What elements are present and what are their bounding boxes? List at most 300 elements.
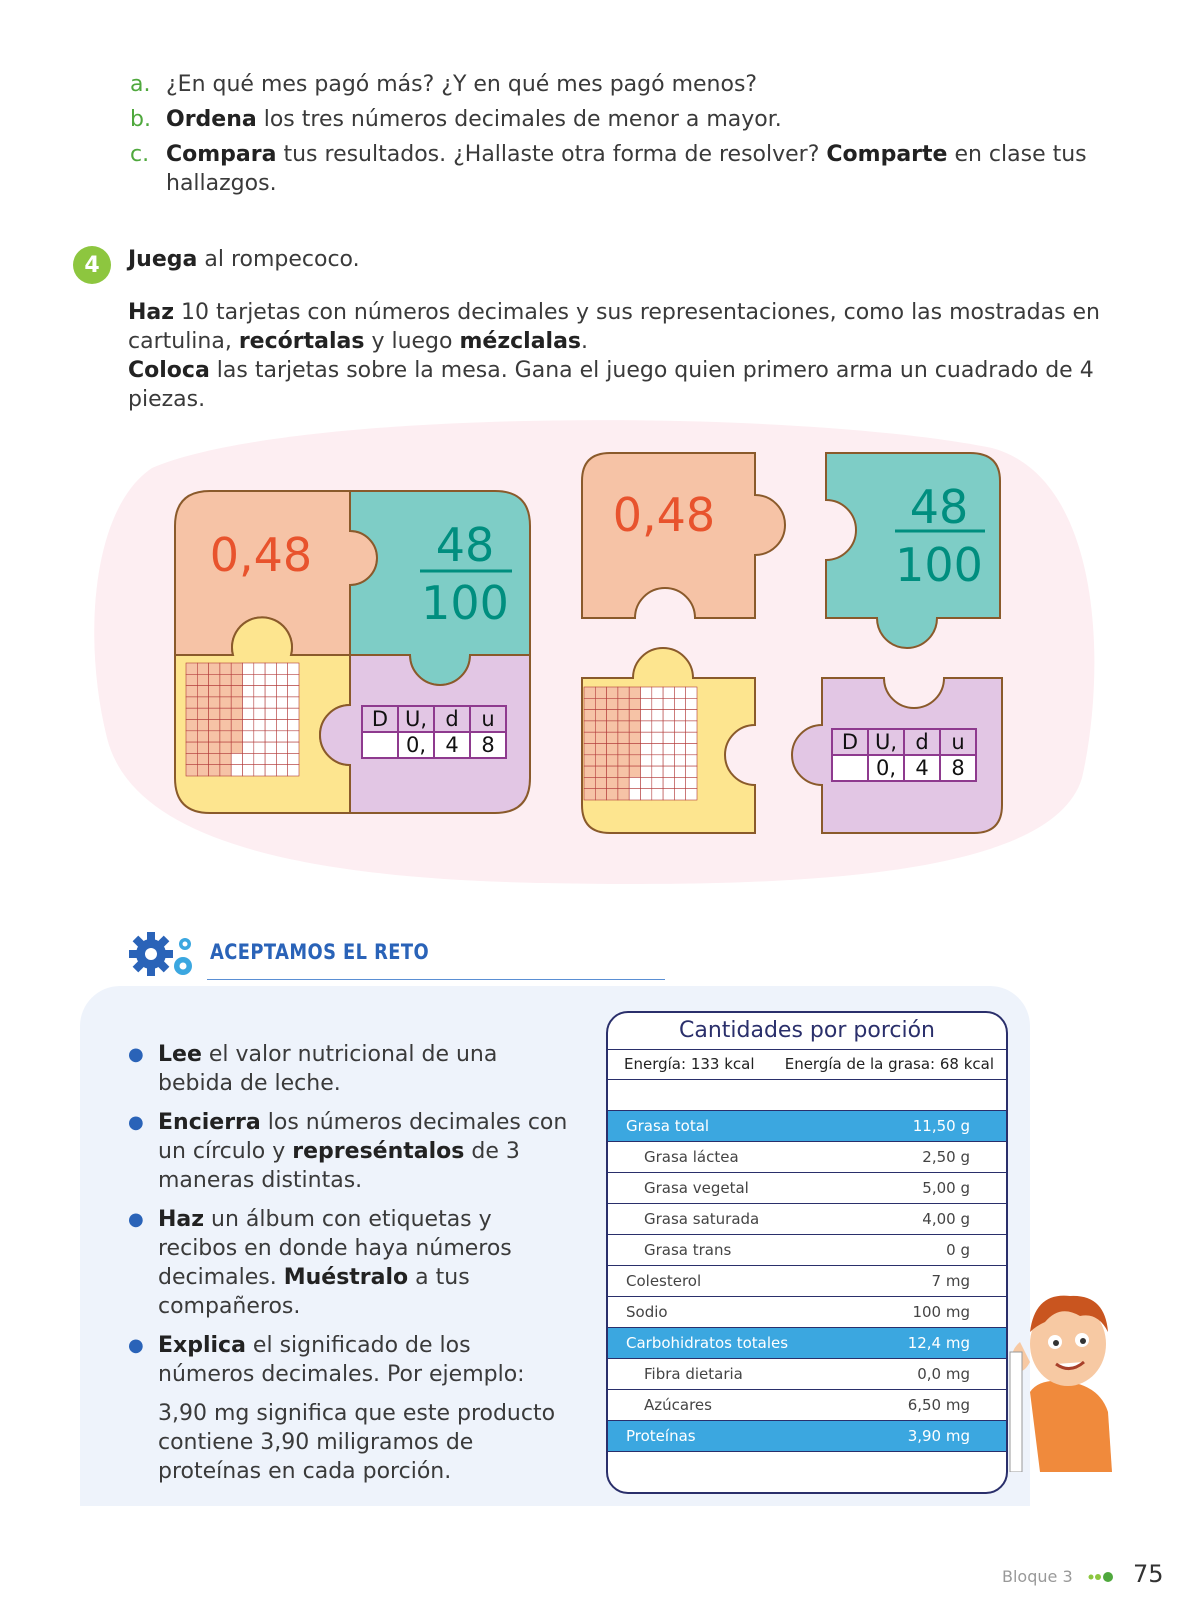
nutrient-value: 0 g	[946, 1241, 970, 1259]
grid-cell-shaded	[231, 697, 242, 708]
grid-cell-shaded	[607, 698, 618, 709]
nutrition-row	[608, 1266, 1006, 1297]
text-run: tus resultados. ¿Hallaste otra forma de resolver?	[276, 142, 827, 167]
nutrient-label: Grasa saturada	[644, 1210, 760, 1228]
grid-cell	[288, 697, 299, 708]
grid-cell-shaded	[629, 766, 640, 777]
reto-title-underline	[207, 979, 665, 980]
reto-bullet	[128, 1108, 568, 1195]
nutrient-label: Grasa láctea	[644, 1148, 739, 1166]
grid-cell-shaded	[220, 697, 231, 708]
nutrition-row	[608, 1173, 1006, 1204]
grid-cell-shaded	[231, 742, 242, 753]
table-value-2: 4	[445, 733, 459, 757]
grid-cell-shaded	[186, 708, 197, 719]
nutrition-table	[606, 1011, 1008, 1494]
grid-cell	[265, 708, 276, 719]
grid-cell	[652, 766, 663, 777]
grid-cell	[265, 686, 276, 697]
loose-decimal-number: 0,48	[612, 488, 716, 542]
grid-cell	[641, 789, 652, 800]
table-header-2: d	[445, 707, 459, 731]
text-run: las tarjetas sobre la mesa. Gana el juego quien primero arma un cuadrado de 4 piezas.	[128, 358, 1094, 412]
grid-cell	[265, 753, 276, 764]
grid-cell	[641, 732, 652, 743]
grid-cell	[686, 721, 697, 732]
text-run: en clase tus hallazgos.	[166, 142, 1087, 196]
table-header-3: u	[951, 730, 965, 754]
grid-cell-shaded	[584, 755, 595, 766]
grid-cell	[641, 687, 652, 698]
grid-cell	[674, 755, 685, 766]
grid-cell-shaded	[186, 753, 197, 764]
nutrient-label: Grasa total	[626, 1117, 710, 1135]
bold-verb: Comparte	[826, 142, 948, 167]
energy-fat: Energía de la grasa: 68 kcal	[784, 1055, 994, 1073]
text-run: los números decimales con un círculo y	[158, 1110, 568, 1164]
text-run: un álbum con etiquetas y recibos en donde haya números decimales.	[158, 1207, 512, 1290]
bold-verb: Compara	[166, 142, 277, 167]
loose-fraction-numerator: 48	[909, 480, 969, 534]
grid-cell-shaded	[186, 720, 197, 731]
bold-verb: Encierra	[158, 1110, 261, 1135]
grid-cell-shaded	[607, 789, 618, 800]
grid-cell-shaded	[629, 698, 640, 709]
grid-cell-shaded	[584, 789, 595, 800]
grid-cell	[663, 698, 674, 709]
grid-cell-shaded	[584, 698, 595, 709]
grid-cell	[641, 777, 652, 788]
grid-cell	[663, 732, 674, 743]
grid-cell	[652, 732, 663, 743]
grid-cell	[288, 765, 299, 776]
nutrient-label: Sodio	[626, 1303, 668, 1321]
nutrition-title: Cantidades por porción	[608, 1013, 1006, 1050]
grid-cell	[288, 674, 299, 685]
question-letter: b.	[130, 107, 151, 132]
grid-cell-shaded	[629, 721, 640, 732]
nutrient-value: 4,00 g	[922, 1210, 970, 1228]
nutrient-value: 11,50 g	[912, 1117, 970, 1135]
nutrient-label: Grasa trans	[644, 1241, 732, 1259]
text-run: el significado de los números decimales. Por ejemplo:	[158, 1333, 525, 1387]
grid-cell	[276, 765, 287, 776]
grid-cell	[231, 753, 242, 764]
grid-cell-shaded	[220, 686, 231, 697]
table-value-3: 8	[951, 756, 965, 780]
grid-cell-shaded	[629, 744, 640, 755]
grid-cell	[641, 698, 652, 709]
grid-cell	[663, 766, 674, 777]
bold-verb: Ordena	[166, 107, 257, 132]
reto-example: 3,90 mg significa que este producto contiene 3,90 miligramos de proteínas en cada porción.	[158, 1401, 556, 1484]
nutrient-value: 6,50 mg	[907, 1396, 970, 1414]
grid-cell-shaded	[186, 765, 197, 776]
grid-cell-shaded	[607, 744, 618, 755]
reto-title: ACEPTAMOS EL RETO	[210, 940, 430, 964]
bullet-dot: ●	[128, 1335, 144, 1356]
grid-cell-shaded	[209, 697, 220, 708]
grid-cell	[663, 721, 674, 732]
grid-cell	[652, 789, 663, 800]
reto-bullet	[128, 1040, 568, 1098]
boy-character-illustration	[1000, 1282, 1125, 1472]
grid-cell-shaded	[607, 687, 618, 698]
grid-cell-shaded	[186, 731, 197, 742]
grid-cell	[686, 755, 697, 766]
grid-cell-shaded	[197, 697, 208, 708]
bullet-text	[158, 1205, 568, 1321]
grid-cell-shaded	[209, 708, 220, 719]
grid-cell	[276, 720, 287, 731]
loose-hundredths-grid	[584, 687, 697, 800]
grid-cell-shaded	[231, 674, 242, 685]
grid-cell	[254, 765, 265, 776]
nutrient-value: 7 mg	[931, 1272, 970, 1290]
bold-verb: Explica	[158, 1333, 246, 1358]
grid-cell-shaded	[618, 687, 629, 698]
grid-cell	[265, 674, 276, 685]
nutrient-label: Carbohidratos totales	[626, 1334, 789, 1352]
grid-cell	[276, 708, 287, 719]
grid-cell-shaded	[231, 708, 242, 719]
grid-cell	[686, 744, 697, 755]
grid-cell-shaded	[584, 710, 595, 721]
grid-cell	[663, 744, 674, 755]
grid-cell-shaded	[595, 732, 606, 743]
grid-cell	[243, 720, 254, 731]
grid-cell	[265, 731, 276, 742]
grid-cell-shaded	[595, 789, 606, 800]
grid-cell-shaded	[220, 674, 231, 685]
grid-cell	[674, 710, 685, 721]
grid-cell-shaded	[595, 687, 606, 698]
grid-cell	[276, 697, 287, 708]
nutrient-value: 0,0 mg	[917, 1365, 970, 1383]
grid-cell-shaded	[231, 663, 242, 674]
grid-cell-shaded	[209, 674, 220, 685]
text-run: a tus compañeros.	[158, 1265, 470, 1319]
nutrient-label: Grasa vegetal	[644, 1179, 749, 1197]
table-header-1: U,	[404, 707, 428, 731]
grid-cell	[288, 720, 299, 731]
grid-cell-shaded	[595, 721, 606, 732]
table-cell	[362, 732, 398, 758]
grid-cell-shaded	[607, 721, 618, 732]
nutrient-label: Colesterol	[626, 1272, 702, 1290]
nutrient-value: 12,4 mg	[907, 1334, 970, 1352]
grid-cell-shaded	[618, 755, 629, 766]
page-number: 75	[1133, 1560, 1164, 1588]
grid-cell-shaded	[197, 686, 208, 697]
grid-cell	[254, 731, 265, 742]
grid-cell-shaded	[186, 674, 197, 685]
grid-cell-shaded	[220, 765, 231, 776]
place-value-table	[362, 706, 506, 758]
grid-cell-shaded	[197, 753, 208, 764]
grid-cell-shaded	[584, 744, 595, 755]
grid-cell	[265, 765, 276, 776]
grid-cell	[674, 687, 685, 698]
grid-cell-shaded	[209, 686, 220, 697]
grid-cell-shaded	[595, 766, 606, 777]
grid-cell-shaded	[618, 721, 629, 732]
grid-cell	[288, 708, 299, 719]
bullet-dot: ●	[128, 1044, 144, 1065]
grid-cell-shaded	[186, 686, 197, 697]
grid-cell-shaded	[197, 742, 208, 753]
grid-cell	[288, 731, 299, 742]
grid-cell-shaded	[209, 742, 220, 753]
exercise-title-rest: al rompecoco.	[197, 247, 360, 272]
reto-bullet	[128, 1205, 568, 1321]
grid-cell	[686, 789, 697, 800]
bold-verb: Muéstralo	[283, 1265, 409, 1290]
grid-cell-shaded	[220, 663, 231, 674]
grid-cell-shaded	[231, 686, 242, 697]
grid-cell	[686, 698, 697, 709]
grid-cell	[243, 708, 254, 719]
grid-cell	[652, 698, 663, 709]
grid-cell	[674, 766, 685, 777]
grid-cell	[276, 686, 287, 697]
grid-cell-shaded	[607, 710, 618, 721]
grid-cell-shaded	[629, 755, 640, 766]
grid-cell-shaded	[197, 674, 208, 685]
grid-cell-shaded	[618, 698, 629, 709]
fraction-numerator: 48	[435, 518, 495, 572]
grid-cell	[288, 663, 299, 674]
grid-cell-shaded	[220, 753, 231, 764]
grid-cell	[243, 674, 254, 685]
grid-cell-shaded	[618, 710, 629, 721]
bold-verb: Coloca	[128, 358, 210, 383]
text-run: 10 tarjetas con números decimales y sus representaciones, como las mostradas en cartulina,	[128, 300, 1100, 354]
grid-cell	[276, 742, 287, 753]
grid-cell-shaded	[220, 731, 231, 742]
grid-cell-shaded	[197, 708, 208, 719]
grid-cell	[686, 687, 697, 698]
grid-cell-shaded	[607, 766, 618, 777]
footer-block-label: Bloque 3	[1002, 1567, 1073, 1586]
bold-verb: represéntalos	[292, 1139, 465, 1164]
table-header-1: U,	[874, 730, 898, 754]
energy-total: Energía: 133 kcal	[624, 1055, 755, 1073]
grid-cell	[243, 742, 254, 753]
grid-cell	[254, 663, 265, 674]
grid-cell-shaded	[629, 710, 640, 721]
grid-cell-shaded	[220, 708, 231, 719]
table-header-3: u	[481, 707, 495, 731]
grid-cell	[288, 686, 299, 697]
grid-cell-shaded	[197, 663, 208, 674]
grid-cell-shaded	[220, 742, 231, 753]
bold-verb: mézclalas	[459, 329, 582, 354]
grid-cell	[652, 777, 663, 788]
grid-cell-shaded	[231, 720, 242, 731]
grid-cell	[674, 777, 685, 788]
decimal-number: 0,48	[209, 528, 313, 582]
grid-cell	[254, 708, 265, 719]
grid-cell	[686, 732, 697, 743]
nutrition-row	[608, 1204, 1006, 1235]
grid-cell	[243, 663, 254, 674]
grid-cell	[674, 744, 685, 755]
grid-cell	[243, 697, 254, 708]
grid-cell	[686, 766, 697, 777]
table-value-3: 8	[481, 733, 495, 757]
grid-cell-shaded	[197, 720, 208, 731]
grid-cell	[641, 755, 652, 766]
grid-cell-shaded	[595, 777, 606, 788]
grid-cell-shaded	[595, 698, 606, 709]
reto-bullet	[128, 1331, 568, 1389]
text-run: y luego	[364, 329, 460, 354]
grid-cell	[265, 742, 276, 753]
nutrient-value: 5,00 g	[922, 1179, 970, 1197]
grid-cell	[254, 742, 265, 753]
nutrient-label: Azúcares	[644, 1396, 712, 1414]
grid-cell	[674, 789, 685, 800]
table-value-1: 0,	[405, 733, 427, 757]
bullet-text	[158, 1331, 568, 1389]
grid-cell-shaded	[209, 720, 220, 731]
grid-cell	[652, 755, 663, 766]
grid-cell-shaded	[231, 731, 242, 742]
question-letter: c.	[130, 142, 150, 167]
text-run: .	[581, 329, 589, 354]
nutrition-row	[608, 1235, 1006, 1266]
grid-cell	[276, 731, 287, 742]
grid-cell	[674, 732, 685, 743]
grid-cell-shaded	[186, 697, 197, 708]
grid-cell-shaded	[607, 777, 618, 788]
grid-cell-shaded	[618, 789, 629, 800]
grid-cell-shaded	[220, 720, 231, 731]
grid-cell	[629, 789, 640, 800]
loose-fraction-denominator: 100	[895, 538, 983, 592]
grid-cell-shaded	[584, 687, 595, 698]
grid-cell	[231, 765, 242, 776]
grid-cell-shaded	[209, 765, 220, 776]
grid-cell	[663, 755, 674, 766]
bold-verb: Haz	[158, 1207, 205, 1232]
text-run: los tres números decimales de menor a mayor.	[256, 107, 782, 132]
grid-cell	[243, 731, 254, 742]
grid-cell-shaded	[595, 755, 606, 766]
grid-cell	[265, 697, 276, 708]
grid-cell	[663, 710, 674, 721]
grid-cell-shaded	[629, 687, 640, 698]
grid-cell-shaded	[186, 663, 197, 674]
grid-cell-shaded	[607, 755, 618, 766]
grid-cell-shaded	[595, 710, 606, 721]
grid-cell	[243, 686, 254, 697]
grid-cell	[652, 687, 663, 698]
grid-cell-shaded	[209, 663, 220, 674]
nutrition-row	[608, 1142, 1006, 1173]
grid-cell-shaded	[209, 753, 220, 764]
table-header-0: D	[841, 730, 859, 754]
grid-cell-shaded	[584, 777, 595, 788]
exercise-title-bold: Juega	[128, 247, 198, 272]
bold-verb: recórtalas	[238, 329, 365, 354]
reto-bullet-list	[128, 1040, 568, 1486]
grid-cell	[243, 753, 254, 764]
grid-cell-shaded	[197, 731, 208, 742]
gears-icon	[127, 930, 207, 990]
exercise-number-badge: 4	[73, 246, 111, 284]
table-value-2: 4	[915, 756, 929, 780]
bullet-text	[158, 1108, 568, 1195]
grid-cell-shaded	[618, 766, 629, 777]
question-letter: a.	[130, 72, 151, 97]
grid-cell	[686, 777, 697, 788]
grid-cell-shaded	[595, 744, 606, 755]
grid-cell	[288, 753, 299, 764]
grid-cell-shaded	[186, 742, 197, 753]
table-cell	[832, 755, 868, 781]
nutrition-row	[608, 1328, 1006, 1359]
grid-cell	[641, 766, 652, 777]
grid-cell	[641, 710, 652, 721]
text-run: el valor nutricional de una bebida de leche.	[158, 1042, 498, 1096]
grid-cell-shaded	[618, 777, 629, 788]
text-run: de 3 maneras distintas.	[158, 1139, 520, 1193]
grid-cell	[265, 663, 276, 674]
grid-cell	[254, 697, 265, 708]
nutrient-label: Proteínas	[626, 1427, 696, 1445]
grid-cell	[663, 687, 674, 698]
nutrition-row	[608, 1359, 1006, 1390]
grid-cell	[276, 674, 287, 685]
table-header-0: D	[371, 707, 389, 731]
hundredths-grid	[186, 663, 299, 776]
grid-cell	[674, 721, 685, 732]
bold-verb: Haz	[128, 300, 175, 325]
grid-cell	[674, 698, 685, 709]
grid-cell	[686, 710, 697, 721]
grid-cell	[652, 710, 663, 721]
grid-cell	[254, 686, 265, 697]
nutrient-value: 100 mg	[912, 1303, 970, 1321]
nutrition-blank-row	[608, 1080, 1006, 1111]
grid-cell	[254, 674, 265, 685]
grid-cell	[629, 777, 640, 788]
grid-cell-shaded	[618, 732, 629, 743]
grid-cell-shaded	[209, 731, 220, 742]
grid-cell	[652, 744, 663, 755]
grid-cell	[276, 663, 287, 674]
grid-cell	[276, 753, 287, 764]
fraction-denominator: 100	[421, 576, 509, 630]
nutrient-label: Fibra dietaria	[644, 1365, 743, 1383]
nutrition-rows	[608, 1111, 1006, 1452]
bullet-dot: ●	[128, 1112, 144, 1133]
grid-cell-shaded	[607, 732, 618, 743]
nutrient-value: 2,50 g	[922, 1148, 970, 1166]
footer-dots-icon	[1088, 1570, 1116, 1584]
grid-cell	[663, 789, 674, 800]
table-value-1: 0,	[875, 756, 897, 780]
grid-cell	[641, 721, 652, 732]
grid-cell-shaded	[629, 732, 640, 743]
nutrition-row	[608, 1297, 1006, 1328]
grid-cell	[641, 744, 652, 755]
nutrition-row	[608, 1390, 1006, 1421]
grid-cell	[254, 720, 265, 731]
grid-cell	[243, 765, 254, 776]
